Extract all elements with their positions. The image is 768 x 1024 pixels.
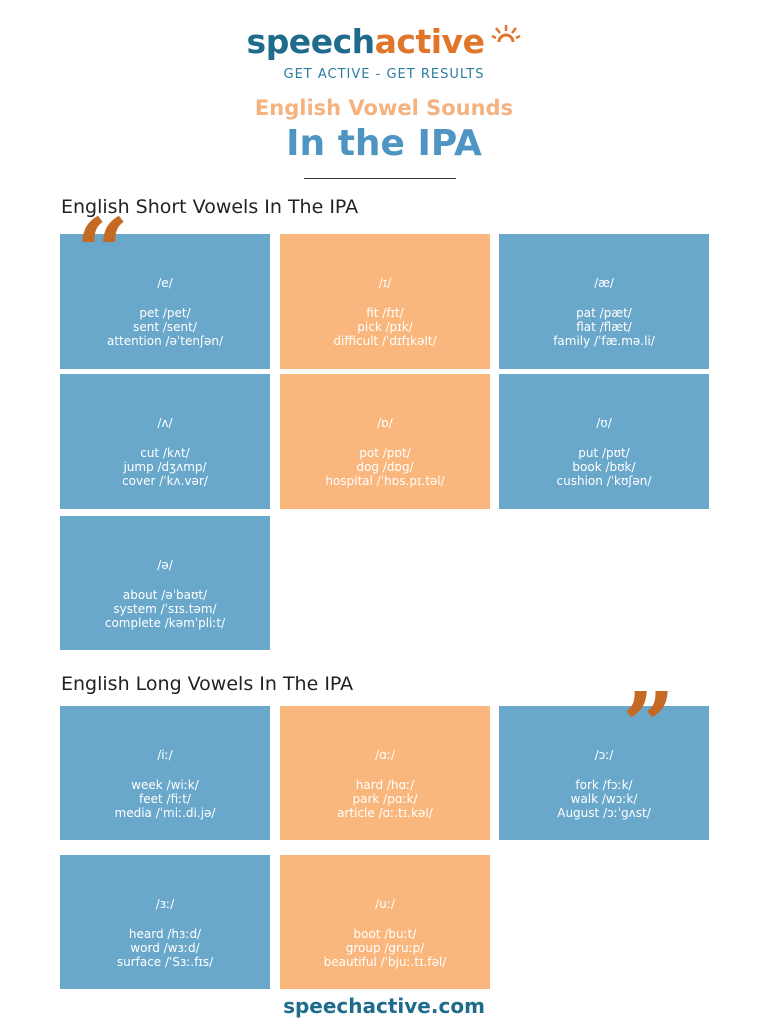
example-word: family /ˈfæ.mə.li/ [553, 334, 655, 348]
example-word: sent /sent/ [133, 320, 197, 334]
example-word: complete /kəmˈpliːt/ [104, 616, 226, 630]
example-word: August /ɔːˈgʌst/ [557, 806, 651, 820]
example-word: pot /pɒt/ [359, 446, 411, 460]
page-title: In the IPA [286, 123, 482, 164]
logo [0, 22, 768, 61]
sun-icon [491, 22, 521, 46]
long-vowels-heading: English Long Vowels In The IPA [61, 673, 354, 695]
vowel-symbol: /uː/ [375, 897, 395, 911]
example-word: heard /hɜːd/ [128, 927, 202, 941]
vowel-symbol: /ɜː/ [155, 897, 175, 911]
example-word: week /wiːk/ [131, 778, 199, 792]
example-word: system /ˈsɪs.təm/ [113, 602, 217, 616]
example-word: fork /fɔːk/ [575, 778, 633, 792]
example-word: dog /dɒg/ [356, 460, 414, 474]
vowel-symbol: /ɒ/ [377, 416, 393, 430]
page-subtitle: English Vowel Sounds [254, 96, 514, 120]
vowel-symbol: /e/ [157, 276, 173, 290]
close-quote-icon: ” [622, 672, 675, 780]
tagline: GET ACTIVE - GET RESULTS [283, 67, 485, 82]
example-word: attention /əˈtenʃən/ [106, 334, 224, 348]
logo-text-speech: speech [246, 22, 375, 61]
example-word: difficult /ˈdɪfɪkəlt/ [333, 334, 437, 348]
example-word: walk /wɔːk/ [570, 792, 638, 806]
example-word: media /ˈmiː.di.jə/ [114, 806, 216, 820]
example-word: jump /dʒʌmp/ [123, 460, 207, 474]
vowel-card-ae [499, 234, 709, 369]
footer-url: speechactive.com [283, 994, 485, 1018]
vowel-card-long-u [280, 855, 490, 989]
vowel-card-long-a [280, 706, 490, 840]
example-word: about /əˈbaʊt/ [122, 588, 208, 602]
example-word: boot /buːt/ [353, 927, 417, 941]
open-quote-icon: “ [76, 198, 129, 306]
vowel-symbol: /ʊ/ [596, 416, 612, 430]
vowel-symbol: /iː/ [157, 748, 173, 762]
vowel-symbol: /ɔː/ [594, 748, 614, 762]
example-word: pat /pæt/ [576, 306, 632, 320]
example-word: feet /fiːt/ [139, 792, 191, 806]
vowel-card-long-i [60, 706, 270, 840]
vowel-card-long-er [60, 855, 270, 989]
example-word: group /gruːp/ [345, 941, 425, 955]
example-word: pet /pet/ [139, 306, 191, 320]
vowel-symbol: /ɪ/ [378, 276, 392, 290]
vowel-symbol: /æ/ [594, 276, 614, 290]
example-word: cover /ˈkʌ.vər/ [122, 474, 208, 488]
example-word: put /pʊt/ [578, 446, 630, 460]
vowel-card-schwa [60, 516, 270, 650]
example-word: park /pɑːk/ [352, 792, 418, 806]
vowel-card-wedge [60, 374, 270, 509]
example-word: hard /hɑː/ [355, 778, 415, 792]
example-word: beautiful /ˈbjuː.tɪ.fəl/ [323, 955, 447, 969]
short-vowels-heading: English Short Vowels In The IPA [61, 196, 359, 218]
example-word: flat /flæt/ [576, 320, 632, 334]
example-word: book /bʊk/ [572, 460, 636, 474]
example-word: cushion /ˈkʊʃən/ [556, 474, 652, 488]
vowel-symbol: /ʌ/ [157, 416, 173, 430]
example-word: pick /pɪk/ [357, 320, 413, 334]
example-word: word /wɜːd/ [130, 941, 200, 955]
example-word: article /ɑː.tɪ.kəl/ [337, 806, 433, 820]
title-divider [304, 178, 456, 179]
example-word: surface /ˈSɜː.fɪs/ [116, 955, 214, 969]
vowel-card-long-o [499, 706, 709, 840]
logo-text-active: active [374, 22, 485, 61]
example-word: hospital /ˈhɒs.pɪ.təl/ [325, 474, 445, 488]
vowel-symbol: /ə/ [157, 558, 173, 572]
vowel-card-upsilon [499, 374, 709, 509]
example-word: fit /fɪt/ [366, 306, 404, 320]
vowel-card-open-o [280, 374, 490, 509]
vowel-symbol: /ɑː/ [375, 748, 395, 762]
vowel-card-i-short [280, 234, 490, 369]
example-word: cut /kʌt/ [140, 446, 190, 460]
